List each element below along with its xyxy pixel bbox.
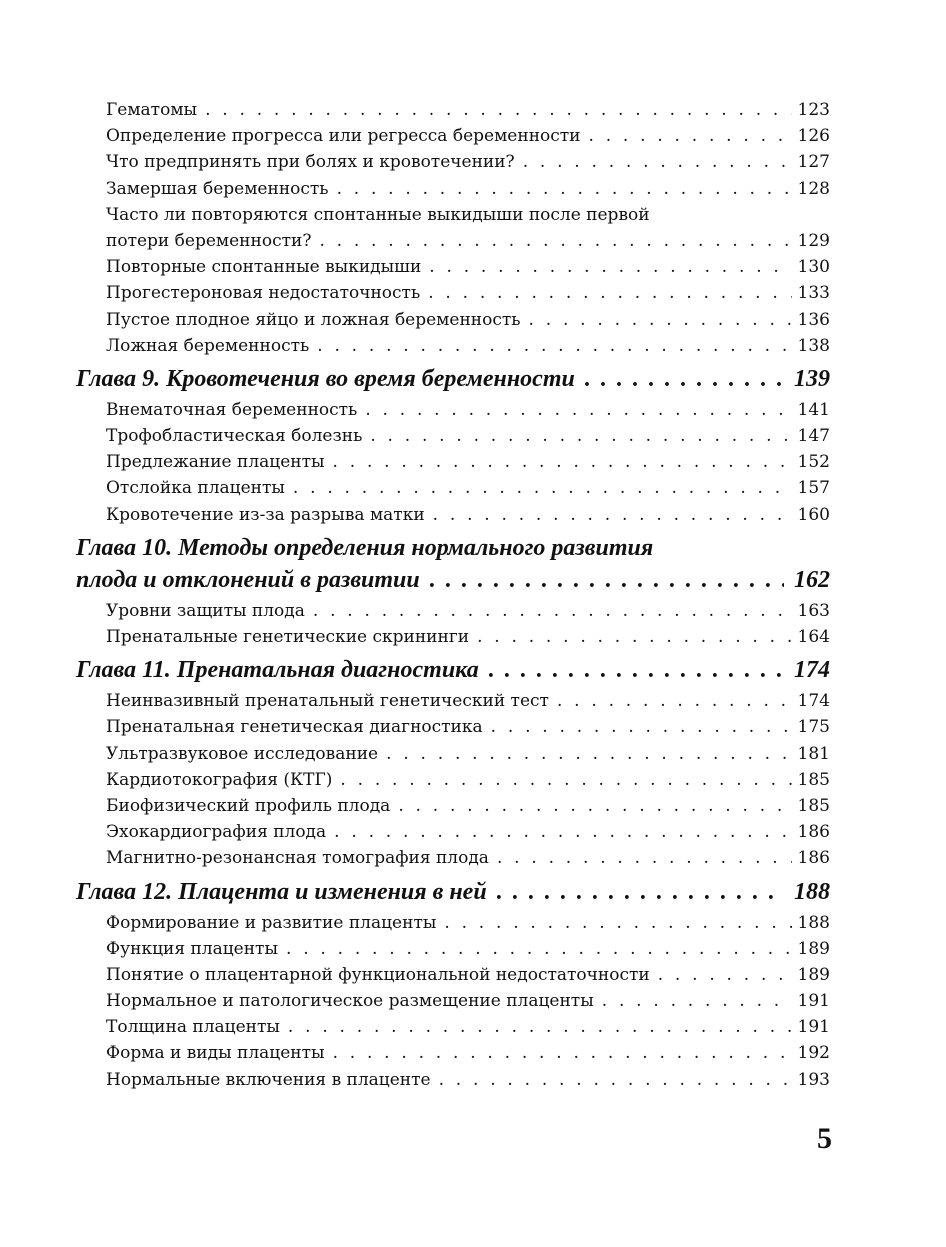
dot-leader bbox=[444, 910, 792, 936]
toc-entry bbox=[76, 819, 830, 845]
chapter-title: Глава 11. Пренатальная диагностика bbox=[76, 657, 479, 684]
page-reference: 123 bbox=[797, 100, 830, 120]
entry-title: Толщина плаценты bbox=[106, 1017, 280, 1038]
page-reference: 139 bbox=[794, 365, 830, 392]
toc-chapter-entry bbox=[76, 564, 830, 596]
dot-leader bbox=[497, 845, 792, 871]
page-reference: 174 bbox=[794, 657, 830, 684]
page-reference: 126 bbox=[797, 126, 830, 147]
page-reference: 152 bbox=[797, 452, 830, 473]
page-reference: 162 bbox=[794, 566, 830, 593]
dot-leader bbox=[337, 176, 792, 202]
dot-leader bbox=[602, 988, 792, 1014]
page-reference: 192 bbox=[797, 1043, 830, 1064]
dot-leader bbox=[333, 449, 792, 475]
dot-leader bbox=[293, 475, 792, 501]
dot-leader bbox=[386, 741, 792, 767]
entry-title: Магнитно-резонансная томография плода bbox=[106, 848, 489, 869]
toc-entry bbox=[76, 202, 830, 228]
entry-title: Часто ли повторяются спонтанные выкидыши после первой bbox=[106, 204, 650, 225]
entry-title: Отслойка плаценты bbox=[106, 478, 285, 499]
page-reference: 128 bbox=[797, 178, 830, 199]
toc-entry bbox=[76, 280, 830, 306]
toc-entry bbox=[76, 962, 830, 988]
toc-entry bbox=[76, 767, 830, 793]
dot-leader bbox=[398, 793, 792, 819]
page-reference: 136 bbox=[797, 309, 830, 330]
entry-title: Прогестероновая недостаточность bbox=[106, 283, 421, 304]
dot-leader bbox=[529, 307, 792, 333]
toc-entry bbox=[76, 1067, 830, 1093]
toc-entry bbox=[76, 149, 830, 175]
entry-title: Ультразвуковое исследование bbox=[106, 743, 379, 764]
dot-leader bbox=[334, 819, 792, 845]
page-reference: 188 bbox=[794, 878, 830, 905]
toc-entry bbox=[76, 333, 830, 359]
page-number: 5 bbox=[817, 1122, 832, 1155]
dot-leader bbox=[319, 228, 792, 254]
toc-entry bbox=[76, 475, 830, 501]
entry-title: Пренатальные генетические скрининги bbox=[106, 627, 470, 647]
toc-entry bbox=[76, 910, 830, 936]
dot-leader bbox=[428, 280, 792, 306]
toc-chapter-entry bbox=[76, 363, 830, 395]
toc-entry bbox=[76, 228, 830, 254]
dot-leader bbox=[491, 714, 792, 740]
dot-leader bbox=[658, 962, 792, 988]
page-reference: 147 bbox=[797, 426, 830, 447]
page-reference: 138 bbox=[797, 335, 830, 356]
toc-entry bbox=[76, 1040, 830, 1066]
entry-title: Замершая беременность bbox=[106, 178, 329, 199]
entry-title: Ложная беременность bbox=[106, 335, 310, 356]
dot-leader bbox=[497, 876, 784, 908]
chapter-title: Глава 9. Кровотечения во время беременности bbox=[76, 365, 575, 392]
dot-leader bbox=[365, 397, 792, 423]
toc-entry bbox=[76, 307, 830, 333]
toc-chapter-entry bbox=[76, 876, 830, 908]
page-reference: 188 bbox=[797, 912, 830, 933]
page-reference: 175 bbox=[797, 717, 830, 738]
page-reference: 129 bbox=[797, 230, 830, 251]
page-reference: 185 bbox=[797, 795, 830, 816]
page-reference: 191 bbox=[797, 991, 830, 1012]
toc-entry bbox=[76, 793, 830, 819]
toc-entry bbox=[76, 598, 830, 624]
page-reference: 193 bbox=[797, 1069, 830, 1090]
chapter-title: Глава 12. Плацента и изменения в ней bbox=[76, 878, 487, 905]
chapter-title: плода и отклонений в развитии bbox=[76, 566, 420, 593]
dot-leader bbox=[589, 123, 792, 149]
toc-entry bbox=[76, 449, 830, 475]
entry-title: Функция плаценты bbox=[106, 938, 278, 959]
toc-chapter-entry bbox=[76, 654, 830, 686]
page-reference: 160 bbox=[797, 504, 830, 525]
page-reference: 189 bbox=[797, 964, 830, 985]
dot-leader bbox=[313, 598, 792, 624]
dot-leader bbox=[286, 936, 792, 962]
toc-entry bbox=[76, 176, 830, 202]
entry-title: Предлежание плаценты bbox=[106, 452, 325, 473]
page-reference: 174 bbox=[797, 691, 830, 712]
dot-leader bbox=[523, 149, 792, 175]
page-reference: 133 bbox=[797, 283, 830, 304]
page-reference: 127 bbox=[797, 152, 830, 173]
toc-entry bbox=[76, 741, 830, 767]
entry-title: Нормальное и патологическое размещение плаценты bbox=[106, 991, 594, 1012]
entry-title: Формирование и развитие плаценты bbox=[106, 912, 437, 933]
table-of-contents bbox=[76, 97, 830, 1093]
toc-entry bbox=[76, 423, 830, 449]
page-reference: 189 bbox=[797, 938, 830, 959]
page-reference: 163 bbox=[797, 600, 830, 621]
entry-title: Неинвазивный пренатальный генетический тест bbox=[106, 691, 549, 712]
dot-leader bbox=[439, 1067, 792, 1093]
dot-leader bbox=[557, 688, 792, 714]
page-reference: 191 bbox=[797, 1017, 830, 1038]
page-reference: 141 bbox=[797, 399, 830, 420]
toc-entry bbox=[76, 97, 830, 123]
toc-chapter-entry bbox=[76, 532, 830, 564]
page-reference: 164 bbox=[797, 627, 830, 647]
entry-title: Пренатальная генетическая диагностика bbox=[106, 717, 483, 738]
dot-leader bbox=[429, 254, 792, 280]
page-reference: 130 bbox=[797, 257, 830, 278]
toc-entry bbox=[76, 988, 830, 1014]
entry-title: Уровни защиты плода bbox=[106, 600, 305, 621]
dot-leader bbox=[340, 767, 792, 793]
dot-leader bbox=[433, 502, 792, 528]
entry-title: Кровотечение из-за разрыва матки bbox=[106, 504, 425, 525]
toc-entry bbox=[76, 502, 830, 528]
toc-entry bbox=[76, 123, 830, 149]
page-reference: 157 bbox=[797, 478, 830, 499]
entry-title: Эхокардиография плода bbox=[106, 822, 327, 843]
toc-entry bbox=[76, 624, 830, 650]
entry-title: Внематочная беременность bbox=[106, 399, 358, 420]
entry-title: Что предпринять при болях и кровотечении? bbox=[106, 152, 515, 173]
page-reference: 186 bbox=[797, 848, 830, 869]
page-reference: 186 bbox=[797, 822, 830, 843]
dot-leader bbox=[585, 363, 784, 395]
dot-leader bbox=[317, 333, 792, 359]
dot-leader bbox=[370, 423, 792, 449]
entry-title: Трофобластическая болезнь bbox=[106, 426, 363, 447]
toc-entry bbox=[76, 688, 830, 714]
entry-title: Биофизический профиль плода bbox=[106, 795, 391, 816]
entry-title: Пустое плодное яйцо и ложная беременность bbox=[106, 309, 521, 330]
chapter-title: Глава 10. Методы определения нормального развития bbox=[76, 534, 654, 561]
toc-entry bbox=[76, 397, 830, 423]
entry-title: Кардиотокография (КТГ) bbox=[106, 769, 333, 790]
toc-entry bbox=[76, 845, 830, 871]
dot-leader bbox=[288, 1014, 792, 1040]
entry-title: Понятие о плацентарной функциональной недостаточности bbox=[106, 964, 650, 985]
dot-leader bbox=[333, 1040, 792, 1066]
dot-leader bbox=[489, 654, 784, 686]
page-reference: 181 bbox=[797, 743, 830, 764]
entry-title: Определение прогресса или регресса беременности bbox=[106, 126, 581, 147]
page-reference: 185 bbox=[797, 769, 830, 790]
toc-entry bbox=[76, 714, 830, 740]
entry-title: Гематомы bbox=[106, 100, 198, 120]
entry-title: Повторные спонтанные выкидыши bbox=[106, 257, 422, 278]
toc-entry bbox=[76, 254, 830, 280]
dot-leader bbox=[430, 564, 784, 596]
toc-entry bbox=[76, 1014, 830, 1040]
entry-title: потери беременности? bbox=[106, 230, 312, 251]
dot-leader bbox=[205, 97, 792, 123]
entry-title: Нормальные включения в плаценте bbox=[106, 1069, 431, 1090]
toc-entry bbox=[76, 936, 830, 962]
entry-title: Форма и виды плаценты bbox=[106, 1043, 325, 1064]
dot-leader bbox=[477, 624, 792, 650]
